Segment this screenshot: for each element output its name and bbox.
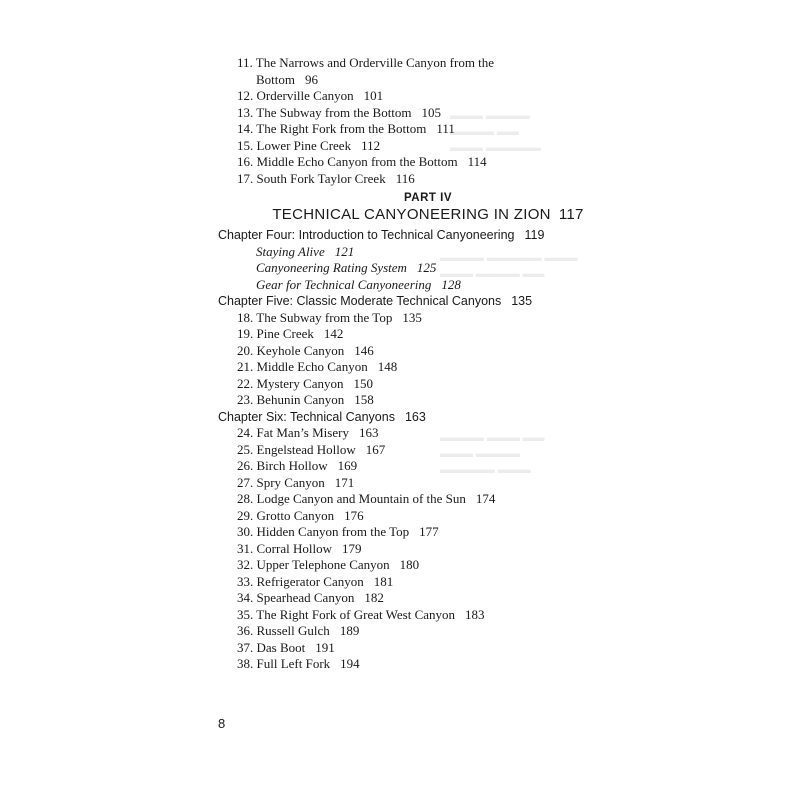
- toc-entry-20[interactable]: 20. Keyhole Canyon 146: [237, 342, 374, 358]
- toc-entry-15[interactable]: 15. Lower Pine Creek 112: [237, 137, 381, 153]
- toc-entry-33[interactable]: 33. Refrigerator Canyon 181: [237, 573, 394, 589]
- toc-entry-36[interactable]: 36. Russell Gulch 189: [237, 623, 360, 638]
- table-of-contents: [218, 55, 638, 673]
- part-title[interactable]: TECHNICAL CANYONEERING IN ZION 117: [272, 206, 584, 223]
- toc-entry-31[interactable]: 31. Corral Hollow 179: [237, 540, 362, 556]
- part-label: PART IV: [403, 192, 452, 204]
- chapter-five[interactable]: Chapter Five: Classic Moderate Technical Canyons 135: [218, 294, 533, 308]
- toc-entry-13[interactable]: 13. The Subway from the Bottom 105: [237, 104, 442, 120]
- toc-entry-16[interactable]: 16. Middle Echo Canyon from the Bottom 114: [237, 154, 487, 169]
- toc-entry-37[interactable]: 37. Das Boot 191: [237, 639, 335, 655]
- bleed-through-text: ▬▬▬▬ ▬▬▬▬▬ ▬▬▬ ▬▬▬ ▬▬▬▬ ▬▬: [440, 252, 578, 280]
- toc-entry-23[interactable]: 23. Behunin Canyon 158: [237, 392, 374, 407]
- subsection-rating-system[interactable]: Canyoneering Rating System 125: [256, 260, 437, 275]
- chapter-four[interactable]: Chapter Four: Introduction to Technical Canyoneering 119: [218, 228, 545, 242]
- toc-entry-17[interactable]: 17. South Fork Taylor Creek 116: [237, 170, 415, 186]
- toc-entry-22[interactable]: 22. Mystery Canyon 150: [237, 375, 374, 391]
- subsection-gear[interactable]: Gear for Technical Canyoneering 128: [256, 276, 461, 292]
- toc-entry-12[interactable]: 12. Orderville Canyon 101: [237, 88, 384, 103]
- bleed-through-text: ▬▬▬ ▬▬▬▬ ▬▬▬▬ ▬▬ ▬▬▬ ▬▬▬▬▬: [450, 110, 541, 154]
- toc-entry-38[interactable]: 38. Full Left Fork 194: [237, 656, 360, 671]
- toc-entry-30[interactable]: 30. Hidden Canyon from the Top 177: [237, 524, 439, 539]
- toc-entry-21[interactable]: 21. Middle Echo Canyon 148: [237, 359, 398, 374]
- toc-entry-32[interactable]: 32. Upper Telephone Canyon 180: [237, 557, 420, 572]
- toc-entry-24[interactable]: 24. Fat Man’s Misery 163: [237, 425, 379, 440]
- toc-entry-29[interactable]: 29. Grotto Canyon 176: [237, 507, 364, 523]
- toc-entry-25[interactable]: 25. Engelstead Hollow 167: [237, 441, 386, 457]
- bleed-through-text: ▬▬▬▬ ▬▬▬ ▬▬ ▬▬▬ ▬▬▬▬ ▬▬▬▬▬ ▬▬▬: [440, 432, 545, 476]
- toc-entry-35[interactable]: 35. The Right Fork of Great West Canyon 183: [237, 606, 485, 622]
- toc-entry-14[interactable]: 14. The Right Fork from the Bottom 111: [237, 121, 455, 136]
- chapter-six[interactable]: Chapter Six: Technical Canyons 163: [218, 409, 426, 424]
- toc-entry-34[interactable]: 34. Spearhead Canyon 182: [237, 590, 384, 605]
- page-number: 8: [218, 716, 226, 731]
- toc-entry-19[interactable]: 19. Pine Creek 142: [237, 326, 344, 341]
- toc-entry-26[interactable]: 26. Birch Hollow 169: [237, 458, 358, 473]
- toc-entry-11[interactable]: 11. The Narrows and Orderville Canyon from the Bottom 96: [237, 55, 495, 87]
- toc-entry-27[interactable]: 27. Spry Canyon 171: [237, 474, 355, 490]
- subsection-staying-alive[interactable]: Staying Alive 121: [256, 243, 355, 259]
- toc-entry-18[interactable]: 18. The Subway from the Top 135: [237, 309, 422, 325]
- toc-entry-28[interactable]: 28. Lodge Canyon and Mountain of the Sun 174: [237, 491, 496, 506]
